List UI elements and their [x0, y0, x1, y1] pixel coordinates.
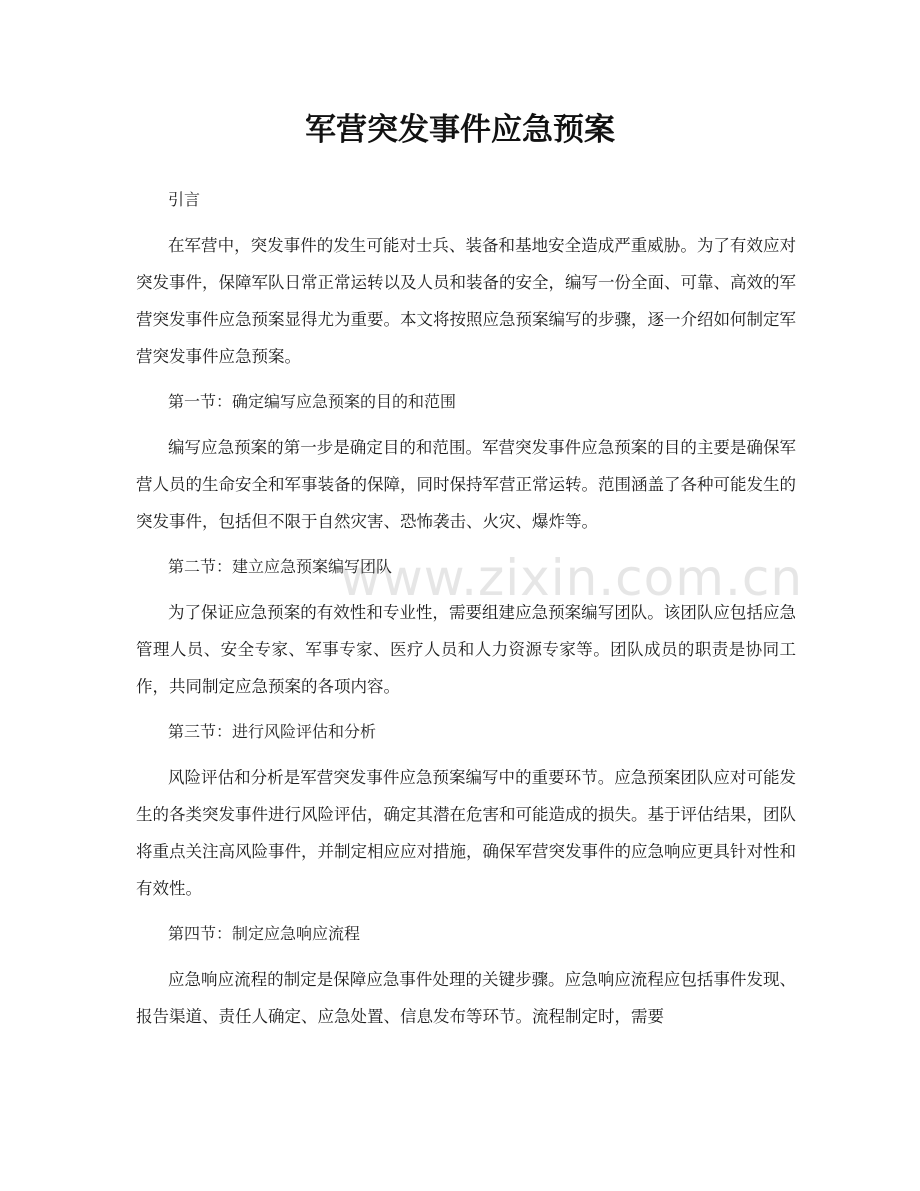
section-heading-3: 第三节：进行风险评估和分析	[168, 722, 377, 741]
section-heading-4: 第四节：制定应急响应流程	[168, 924, 361, 943]
watermark: www.zixin.com.cn	[340, 549, 804, 607]
section-paragraph-3: 风险评估和分析是军营突发事件应急预案编写中的重要环节。应急预案团队应对可能发生的各类突发事件进行风险评估，确定其潜在危害和可能造成的损失。基于评估结果，团队将重点关注高风险事件，并制定相应应对措施，确保军营突发事件的应急响应更具针对性和有效性。	[136, 768, 796, 898]
section-heading-1: 第一节：确定编写应急预案的目的和范围	[168, 392, 457, 411]
document-body	[136, 182, 796, 1035]
section-paragraph-4: 应急响应流程的制定是保障应急事件处理的关键步骤。应急响应流程应包括事件发现、报告渠道、责任人确定、应急处置、信息发布等环节。流程制定时，需要	[136, 970, 796, 1026]
section-paragraph-intro: 在军营中，突发事件的发生可能对士兵、装备和基地安全造成严重威胁。为了有效应对突发事件，保障军队日常正常运转以及人员和装备的安全，编写一份全面、可靠、高效的军营突发事件应急预案显得尤为重要。本文将按照应急预案编写的步骤，逐一介绍如何制定军营突发事件应急预案。	[136, 236, 796, 366]
section-heading-intro: 引言	[168, 190, 201, 209]
section-heading-2: 第二节：建立应急预案编写团队	[168, 557, 393, 576]
section-paragraph-2: 为了保证应急预案的有效性和专业性，需要组建应急预案编写团队。该团队应包括应急管理人员、安全专家、军事专家、医疗人员和人力资源专家等。团队成员的职责是协同工作，共同制定应急预案的各项内容。	[136, 603, 796, 696]
document-title: 军营突发事件应急预案	[305, 112, 615, 148]
section-paragraph-1: 编写应急预案的第一步是确定目的和范围。军营突发事件应急预案的目的主要是确保军营人员的生命安全和军事装备的保障，同时保持军营正常运转。范围涵盖了各种可能发生的突发事件，包括但不限于自然灾害、恐怖袭击、火灾、爆炸等。	[136, 438, 796, 531]
